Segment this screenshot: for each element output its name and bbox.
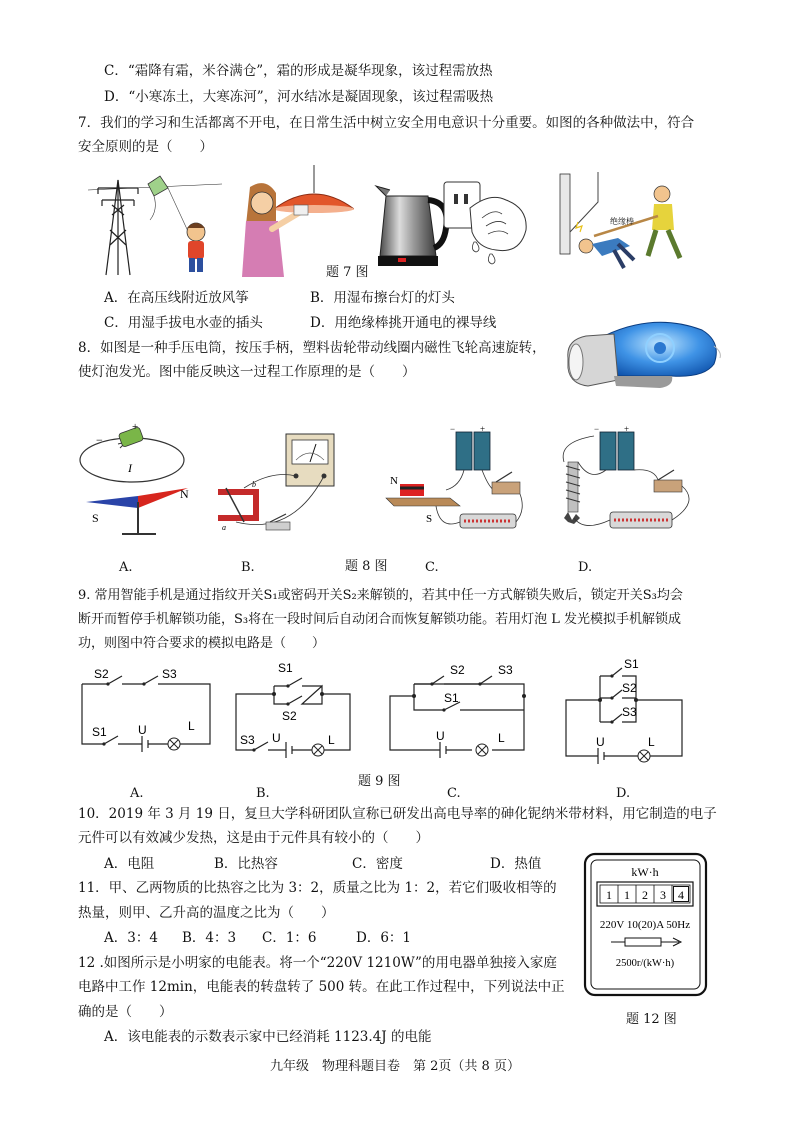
q7-figure-kite bbox=[88, 170, 223, 280]
meter-rev: 2500r/(kW·h) bbox=[615, 958, 675, 969]
insulator-label: 绝缘棒 bbox=[610, 217, 634, 226]
q11-stem-line1: 11．甲、乙两物质的比热容之比为 3：2，质量之比为 1：2，若它们吸收相等的 bbox=[78, 880, 557, 896]
q9-circuit-c bbox=[384, 660, 534, 760]
q7-figure-insulating-rod bbox=[558, 172, 698, 272]
q11-stem-line2: 热量，则甲、乙升高的温度之比为（ ） bbox=[78, 905, 335, 921]
q9a-s2: S2 bbox=[94, 667, 109, 681]
q9b-l: L bbox=[328, 733, 335, 747]
q8c-n: N bbox=[390, 475, 398, 487]
q10-option-a: A．电阻 bbox=[104, 856, 155, 872]
q7-stem-line2: 安全原则的是（ ） bbox=[78, 139, 213, 155]
q10-stem-line2: 元件可以有效减少发热，这是由于元件具有较小的（ ） bbox=[78, 830, 429, 846]
q11-option-d: D．6：1 bbox=[356, 930, 412, 946]
q9-stem-line2: 断开而暂停手机解锁功能，S₃将在一段时间后自动闭合而恢复解锁功能。若用灯泡 L 发光模拟手机解锁成 bbox=[78, 612, 682, 627]
q10-stem-line1: 10．2019 年 3 月 19 日，复旦大学科研团队宣称已研发出高电导率的砷化铌纳米带材料，用它制造的电子 bbox=[78, 806, 717, 822]
q9-caption: 题 9 图 bbox=[358, 774, 401, 789]
electric-meter bbox=[583, 852, 708, 997]
q10-option-d: D．热值 bbox=[490, 856, 542, 872]
meter-digit: 2 bbox=[642, 888, 648, 902]
q9d-l: L bbox=[648, 735, 655, 749]
q12-stem-line3: 确的是（ ） bbox=[78, 1004, 173, 1020]
q10-option-c: C．密度 bbox=[352, 856, 403, 872]
meter-digit: 4 bbox=[678, 888, 684, 902]
q9-label-a: A. bbox=[130, 786, 144, 801]
q7-caption: 题 7 图 bbox=[326, 265, 369, 280]
q9b-u: U bbox=[272, 731, 281, 745]
q9a-l: L bbox=[188, 719, 195, 733]
q9c-s3: S3 bbox=[498, 663, 513, 677]
q7-option-c: C．用湿手拔电水壶的插头 bbox=[104, 315, 263, 331]
q8a-s: S bbox=[92, 511, 99, 525]
q8-label-b: B. bbox=[241, 560, 255, 575]
q8-label-a: A. bbox=[119, 560, 133, 575]
q8b-label-b: b bbox=[252, 480, 256, 489]
q9-circuit-a bbox=[76, 664, 216, 760]
q9a-s1: S1 bbox=[92, 725, 107, 739]
q10-option-b: B．比热容 bbox=[214, 856, 278, 872]
q9-label-b: B. bbox=[256, 786, 270, 801]
q8b-label-a: a bbox=[222, 523, 226, 532]
option-c-text: C．“霜降有霜，米谷满仓”，霜的形成是凝华现象，该过程需放热 bbox=[104, 63, 493, 79]
q8a-plus: + bbox=[132, 422, 139, 433]
meter-unit: kW·h bbox=[631, 865, 659, 879]
q12-stem-line1: 12 .如图所示是小明家的电能表。将一个“220V 1210W”的用电器单独接入家庭 bbox=[78, 955, 557, 971]
q8-stem-line2: 使灯泡发光。图中能反映这一过程工作原理的是（ ） bbox=[78, 364, 416, 380]
q8a-current: I bbox=[128, 461, 132, 475]
q11-option-a: A．3：4 bbox=[104, 930, 158, 946]
q7-option-d: D．用绝缘棒挑开通电的裸导线 bbox=[310, 315, 497, 331]
q9a-u: U bbox=[138, 723, 147, 737]
q9b-s3: S3 bbox=[240, 733, 255, 747]
q8d-minus: − bbox=[594, 424, 600, 434]
q9-stem-line3: 功，则图中符合要求的模拟电路是（ ） bbox=[78, 636, 326, 651]
q12-caption: 题 12 图 bbox=[626, 1012, 677, 1027]
q11-option-b: B．4：3 bbox=[182, 930, 237, 946]
q9a-s3: S3 bbox=[162, 667, 177, 681]
q8-caption: 题 8 图 bbox=[345, 559, 388, 574]
q8c-minus: − bbox=[450, 426, 456, 434]
q7-option-b: B．用湿布擦台灯的灯头 bbox=[310, 290, 455, 306]
q8-stem-line1: 8．如图是一种手压电筒，按压手柄，塑料齿轮带动线圈内磁性飞轮高速旋转， bbox=[78, 340, 546, 356]
q8-label-d: D. bbox=[578, 560, 593, 575]
q7-figure-wet-hand-plug bbox=[440, 178, 530, 268]
q9c-s2: S2 bbox=[450, 663, 465, 677]
option-d-text: D．“小寒冻土，大寒冻河”，河水结冰是凝固现象，该过程需吸热 bbox=[104, 89, 494, 105]
hand-flashlight-image bbox=[564, 316, 724, 408]
q9d-u: U bbox=[596, 735, 605, 749]
q8-figure-b-induction bbox=[212, 430, 352, 540]
q9-circuit-b bbox=[228, 660, 358, 772]
q9d-s3: S3 bbox=[622, 705, 637, 719]
q8a-minus: − bbox=[96, 433, 103, 447]
q7-stem-line1: 7．我们的学习和生活都离不开电，在日常生活中树立安全用电意识十分重要。如图的各种做法中，符合 bbox=[78, 115, 695, 131]
page-footer: 九年级 物理科题目卷 第 2页（共 8 页） bbox=[270, 1059, 520, 1074]
q8-figure-c-motor bbox=[380, 426, 530, 546]
q8-figure-d-electromagnet bbox=[554, 422, 704, 546]
q9c-l: L bbox=[498, 731, 505, 745]
q11-option-c: C．1：6 bbox=[262, 930, 317, 946]
meter-digit: 3 bbox=[660, 888, 666, 902]
q8a-n: N bbox=[180, 487, 189, 501]
q9-label-d: D. bbox=[616, 786, 631, 801]
meter-rating: 220V 10(20)A 50Hz bbox=[599, 919, 691, 931]
q9d-s1: S1 bbox=[624, 657, 639, 671]
meter-digit: 1 bbox=[624, 888, 630, 902]
q8c-plus: + bbox=[480, 426, 486, 434]
q9b-s1: S1 bbox=[278, 661, 293, 675]
q9-stem-line1: 9. 常用智能手机是通过指纹开关S₁或密码开关S₂来解锁的，若其中任一方式解锁失败后，锁定开关S₃均会 bbox=[78, 588, 683, 603]
q9-circuit-d bbox=[560, 656, 690, 772]
q12-stem-line2: 电路中工作 12min，电能表的转盘转了 500 转。在此工作过程中，下列说法中正 bbox=[78, 979, 565, 995]
q9-label-c: C. bbox=[447, 786, 461, 801]
q9c-s1: S1 bbox=[444, 691, 459, 705]
q8-label-c: C. bbox=[425, 560, 439, 575]
meter-digit: 1 bbox=[606, 888, 612, 902]
q9b-s2: S2 bbox=[282, 709, 297, 723]
q8c-s: S bbox=[426, 513, 433, 525]
q12-option-a: A．该电能表的示数表示家中已经消耗 1123.4J 的电能 bbox=[104, 1029, 432, 1045]
q8-figure-a-oersted bbox=[72, 422, 202, 542]
q7-option-a: A．在高压线附近放风筝 bbox=[104, 290, 249, 306]
q9d-s2: S2 bbox=[622, 681, 637, 695]
q8d-plus: + bbox=[624, 424, 630, 434]
q9c-u: U bbox=[436, 729, 445, 743]
